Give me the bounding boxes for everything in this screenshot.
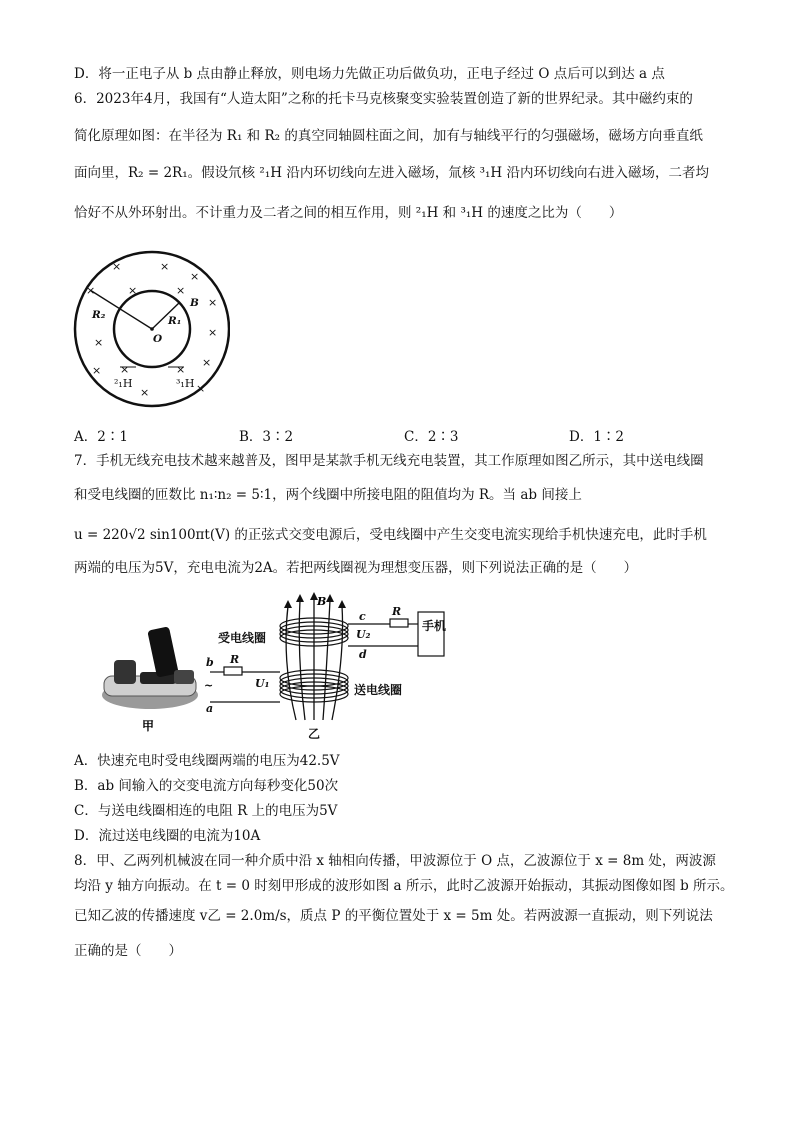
center-point (150, 327, 154, 331)
q7-option-a[interactable]: A．快速充电时受电线圈两端的电压为42.5V (74, 753, 340, 769)
q7-option-c[interactable]: C．与送电线圈相连的电阻 R 上的电压为5V (74, 803, 338, 819)
label-b-terminal: b (206, 656, 214, 669)
label-o: O (153, 333, 163, 345)
label-r-bot: R (230, 653, 240, 666)
cross: × (176, 284, 186, 297)
label-r-top: R (392, 605, 402, 618)
label-b: B (317, 595, 327, 608)
cross: × (92, 364, 102, 377)
q7-stem-line4: 两端的电压为5V，充电电流为2A。若把两线圈视为理想变压器，则下列说法正确的是（ ） (74, 560, 638, 576)
receiving-coil-label: 受电线圈 (218, 631, 267, 645)
cross: × (160, 260, 170, 273)
q7-option-d[interactable]: D．流过送电线圈的电流为10A (74, 828, 261, 844)
cross: × (202, 356, 212, 369)
cross: × (190, 270, 200, 283)
q6-option-c[interactable]: C．2∶3 (404, 429, 459, 445)
q6-option-b[interactable]: B．3∶2 (239, 429, 294, 445)
q8-stem-line2: 均沿 y 轴方向振动。在 t = 0 时刻甲形成的波形如图 a 所示，此时乙波源开始振动，其振动图像如图 b 所示。 (74, 878, 734, 894)
q5-option-d: D．将一正电子从 b 点由静止释放，则电场力先做正功后做负功，正电子经过 O 点后可以到达 a 点 (74, 66, 665, 82)
label-u2: U₂ (356, 628, 371, 641)
q7-stem-line3: u = 220√2 sin100πt(V) 的正弦式交变电源后，受电线圈中产生交变电流实现给手机快速充电，此时手机 (74, 527, 707, 543)
label-r2: R₂ (92, 309, 106, 321)
label-jia: 甲 (142, 719, 155, 733)
q6-option-a[interactable]: A．2∶1 (74, 429, 128, 445)
q6-option-d[interactable]: D．1∶2 (569, 429, 625, 445)
sending-circuit (210, 667, 280, 702)
label-b: B (190, 297, 199, 309)
field-arrowheads (284, 592, 346, 608)
label-h3: ³₁H (176, 377, 195, 390)
label-u1: U₁ (255, 677, 270, 690)
cross: × (140, 386, 150, 399)
charger-photo (102, 626, 198, 709)
q7-stem-line2: 和受电线圈的匝数比 n₁∶n₂ = 5∶1，两个线圈中所接电阻的阻值均为 R。当 ab 间接上 (74, 487, 582, 503)
sending-coil-label: 送电线圈 (354, 683, 403, 697)
q6-stem-line1: 6．2023年4月，我国有“人造太阳”之称的托卡马克核聚变实验装置创造了新的世界纪录。其中磁约束的 (74, 91, 693, 107)
q6-options (74, 425, 734, 445)
cross: × (112, 260, 122, 273)
phone-label: 手机 (422, 619, 447, 633)
label-a-terminal: a (206, 702, 214, 715)
q6-stem-line3: 面向里，R₂ = 2R₁。假设氘核 ²₁H 沿内环切线向左进入磁场，氚核 ³₁H 沿内环切线向右进入磁场，二者均 (74, 165, 709, 181)
q7-stem-line1: 7．手机无线充电技术越来越普及，图甲是某款手机无线充电装置，其工作原理如图乙所示，其中送电线圈 (74, 453, 704, 469)
label-r1: R₁ (168, 315, 182, 327)
q8-stem-line4: 正确的是（ ） (74, 943, 182, 959)
label-c: c (359, 610, 366, 623)
q7-wireless-charger-figure (100, 590, 450, 740)
q6-stem-line2: 简化原理如图：在半径为 R₁ 和 R₂ 的真空同轴圆柱面之间，加有与轴线平行的匀强磁场，磁场方向垂直纸 (74, 128, 703, 144)
q7-option-b[interactable]: B．ab 间输入的交变电流方向每秒变化50次 (74, 778, 339, 794)
cross: × (128, 284, 138, 297)
ac-source-tilde: ~ (204, 679, 214, 692)
label-d: d (359, 648, 367, 661)
cross: × (120, 363, 130, 376)
q6-magnetic-ring-figure (72, 246, 230, 412)
cross: × (208, 296, 218, 309)
cross: × (208, 326, 218, 339)
cross: × (196, 382, 206, 395)
q8-stem-line3: 已知乙波的传播速度 v乙 = 2.0m/s，质点 P 的平衡位置处于 x = 5m 处。若两波源一直振动，则下列说法 (74, 908, 713, 924)
q8-stem-line1: 8．甲、乙两列机械波在同一种介质中沿 x 轴相向传播，甲波源位于 O 点，乙波源位于 x = 8m 处，两波源 (74, 853, 716, 869)
cross: × (94, 336, 104, 349)
q6-stem-line4: 恰好不从外环射出。不计重力及二者之间的相互作用，则 ²₁H 和 ³₁H 的速度之比为（ ） (74, 205, 623, 221)
label-h2: ²₁H (114, 377, 133, 390)
cross: × (176, 363, 186, 376)
cross: × (86, 284, 96, 297)
label-yi: 乙 (308, 727, 321, 740)
